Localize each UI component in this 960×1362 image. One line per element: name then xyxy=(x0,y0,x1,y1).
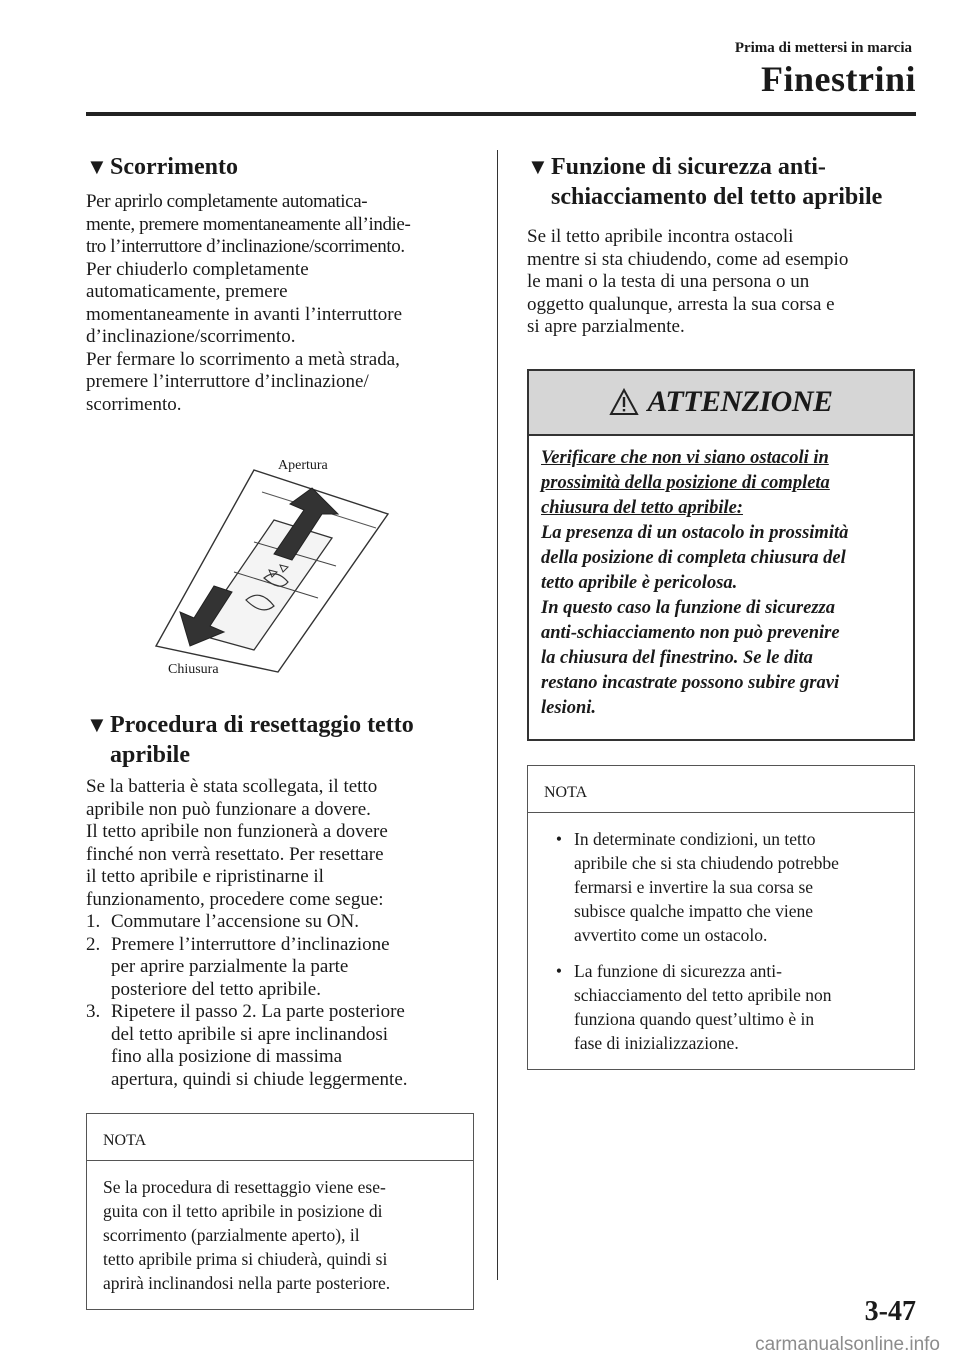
note-line: scorrimento (parzialmente aperto), il xyxy=(103,1225,360,1245)
step-text-line: Commutare l’accensione su ON. xyxy=(111,911,359,932)
text-line: premere l’interruttore d’inclinazione/ xyxy=(86,371,369,392)
anti-pinch-text xyxy=(527,226,915,339)
text-line: apribile non può funzionare a dovere. xyxy=(86,798,371,820)
page-title: Finestrini xyxy=(761,59,916,99)
note-line: aprirà inclinandosi nella parte posteriore. xyxy=(103,1273,391,1293)
triangle-bullet-icon: ▼ xyxy=(86,712,108,737)
text-line: Per aprirlo completamente automatica- xyxy=(86,191,368,212)
warning-line: In questo caso la funzione di sicurezza xyxy=(541,597,835,618)
warning-line: della posizione di completa chiusura del xyxy=(541,547,846,568)
triangle-bullet-icon: ▼ xyxy=(527,154,549,179)
bullet-line: avvertito come un ostacolo. xyxy=(574,924,768,945)
note-box-anti-pinch xyxy=(527,765,915,1070)
text-line: Se il tetto apribile incontra ostacoli xyxy=(527,226,794,247)
text-line: oggetto qualunque, arresta la sua corsa e xyxy=(527,293,835,315)
warning-line: prossimità della posizione di completa xyxy=(541,472,830,493)
warning-triangle-icon xyxy=(609,388,639,416)
warning-header xyxy=(529,371,913,436)
warning-line: restano incastrate possono subire gravi xyxy=(541,672,840,693)
step-text-line: Ripetere il passo 2. La parte posteriore xyxy=(111,1001,405,1022)
bullet-dot-icon: • xyxy=(555,828,563,849)
scorrimento-text-condensed xyxy=(86,191,474,259)
right-column xyxy=(527,152,915,1070)
text-line: si apre parzialmente. xyxy=(527,316,685,337)
warning-line: anti-schiacciamento non può prevenire xyxy=(541,622,840,643)
bullet-line: In determinate condizioni, un tetto xyxy=(574,828,816,849)
step-number: 2. xyxy=(86,933,101,955)
step-text-line: apertura, quindi si chiude leggermente. xyxy=(111,1068,408,1090)
heading-reset: ▼ Procedura di resettaggio tetto apribile xyxy=(86,712,414,768)
header-rule xyxy=(86,112,916,116)
bullet-dot-icon: • xyxy=(555,960,563,981)
bullet-line: La funzione di sicurezza anti- xyxy=(574,960,782,981)
warning-box xyxy=(527,369,915,741)
note-line: Se la procedura di resettaggio viene ese- xyxy=(103,1177,386,1197)
label-apertura: Apertura xyxy=(278,458,328,473)
step-text-line: fino alla posizione di massima xyxy=(111,1046,343,1067)
bullet-line: fase di inizializzazione. xyxy=(574,1032,739,1053)
text-line: finché non verrà resettato. Per resettare xyxy=(86,843,384,865)
bullet-line: fermarsi e invertire la sua corsa se xyxy=(574,876,814,897)
column-divider xyxy=(497,150,498,1280)
text-line: mente, premere momentaneamente all’indie- xyxy=(86,213,411,235)
text-line: Il tetto apribile non funzionerà a dovere xyxy=(86,821,388,842)
triangle-bullet-icon: ▼ xyxy=(86,154,108,179)
text-line: d’inclinazione/scorrimento. xyxy=(86,326,296,347)
note-line: guita con il tetto apribile in posizione di xyxy=(103,1201,383,1221)
sunroof-switch-figure xyxy=(86,432,474,682)
warning-line: Verificare che non vi siano ostacoli in xyxy=(541,447,829,468)
warning-line: chiusura del tetto apribile: xyxy=(541,497,743,518)
warning-line: la chiusura del finestrino. Se le dita xyxy=(541,647,813,668)
warning-title: ATTENZIONE xyxy=(647,385,833,418)
text-line: scorrimento. xyxy=(86,393,182,415)
warning-body xyxy=(529,436,913,739)
note-body xyxy=(87,1161,473,1309)
step-number: 1. xyxy=(86,911,101,932)
warning-line: lesioni. xyxy=(541,697,596,718)
text-line: Per fermare lo scorrimento a metà strada, xyxy=(86,348,400,370)
step-text-line: posteriore del tetto apribile. xyxy=(111,978,321,1000)
left-column xyxy=(86,152,474,1310)
watermark: carmanualsonline.info xyxy=(755,1334,940,1355)
warning-text xyxy=(541,521,901,721)
text-line: automaticamente, premere xyxy=(86,281,288,302)
reset-steps xyxy=(86,911,474,1091)
heading-anti-pinch: ▼ Funzione di sicurezza anti- schiacciamento del tetto apribile xyxy=(527,154,883,210)
text-line: Se la batteria è stata scollegata, il tetto xyxy=(86,776,378,797)
note-title: NOTA xyxy=(87,1114,473,1161)
step-text-line: per aprire parzialmente la parte xyxy=(111,956,349,977)
note-body xyxy=(528,813,914,1069)
warning-line: La presenza di un ostacolo in prossimità xyxy=(541,522,849,543)
step-number: 3. xyxy=(86,1001,101,1022)
reset-text xyxy=(86,776,474,911)
bullet-line: funziona quando quest’ultimo è in xyxy=(574,1008,815,1029)
scorrimento-text xyxy=(86,259,474,417)
step-item xyxy=(86,934,474,1002)
section-subtitle: Prima di mettersi in marcia xyxy=(734,40,912,56)
step-item xyxy=(86,1001,474,1091)
text-line: le mani o la testa di una persona o un xyxy=(527,271,810,292)
text-line: funzionamento, procedere come segue: xyxy=(86,888,384,910)
warning-underlined-text xyxy=(541,446,901,521)
note-bullet xyxy=(544,959,898,1055)
text-line: tro l’interruttore d’inclinazione/scorrimento. xyxy=(86,236,405,257)
page-number: 3-47 xyxy=(864,1296,916,1327)
note-bullet xyxy=(544,827,898,947)
note-line: tetto apribile prima si chiuderà, quindi si xyxy=(103,1249,388,1269)
step-text-line: Premere l’interruttore d’inclinazione xyxy=(111,933,390,955)
bullet-line: subisce qualche impatto che viene xyxy=(574,900,814,921)
step-text-line: del tetto apribile si apre inclinandosi xyxy=(111,1023,389,1045)
text-line: momentaneamente in avanti l’interruttore xyxy=(86,303,403,325)
text-line: mentre si sta chiudendo, come ad esempio xyxy=(527,248,849,270)
text-line: il tetto apribile e ripristinarne il xyxy=(86,866,324,887)
heading-scorrimento: ▼ Scorrimento xyxy=(86,154,238,180)
warning-line: tetto apribile è pericolosa. xyxy=(541,572,738,593)
note-title: NOTA xyxy=(528,766,914,813)
bullet-line: apribile che si sta chiudendo potrebbe xyxy=(574,852,839,873)
bullet-line: schiacciamento del tetto apribile non xyxy=(574,984,832,1005)
label-chiusura: Chiusura xyxy=(168,662,219,677)
note-box-reset xyxy=(86,1113,474,1310)
text-line: Per chiuderlo completamente xyxy=(86,258,309,280)
step-item xyxy=(86,911,474,934)
